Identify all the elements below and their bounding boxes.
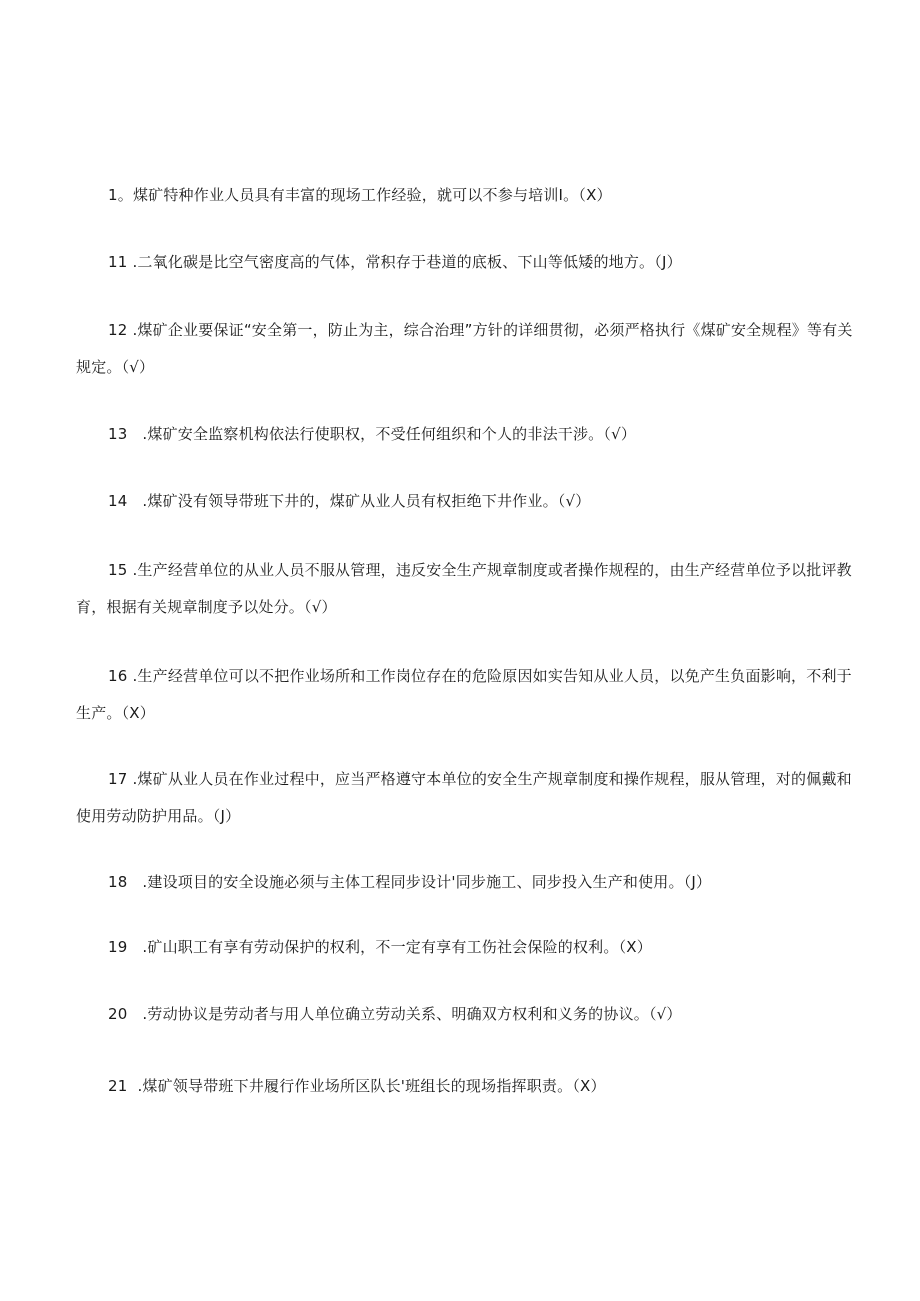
question-text: .煤矿从业人员在作业过程中，应当严格遵守本单位的安全生产规章制度和操作规程，服从管理，对的佩戴和使用劳动防护用品。（J） [76,770,852,825]
question-text: .煤矿安全监察机构依法行使职权，不受任何组织和个人的非法干涉。（√） [142,425,637,443]
question-number: 21 [108,1077,128,1095]
question-item [76,416,860,453]
question-item [76,312,860,386]
question-number: 11 [108,253,128,271]
question-item [76,552,860,626]
question-item [76,929,860,966]
question-item [76,244,860,281]
question-item [76,483,860,520]
question-item [76,177,860,214]
question-text: .生产经营单位可以不把作业场所和工作岗位存在的危险原因如实告知从业人员，以免产生负面影响，不利于生产。（X） [76,667,852,722]
question-item [76,761,860,835]
question-number: 15 [108,561,128,579]
question-number: 1。 [108,186,133,204]
question-number: 13 [108,425,128,443]
question-number: 20 [108,1005,128,1023]
question-number: 16 [108,667,128,685]
question-text: .煤矿企业要保证“安全第一，防止为主，综合治理”方针的详细贯彻，必须严格执行《煤矿安全规程》等有关规定。（√） [76,321,853,376]
question-item [76,658,860,732]
question-text: .矿山职工有享有劳动保护的权利，不一定有享有工伤社会保险的权利。（X） [142,938,652,956]
question-text: .煤矿领导带班下井履行作业场所区队长'班组长的现场指挥职责。（X） [137,1077,606,1095]
question-number: 17 [108,770,128,788]
question-number: 19 [108,938,128,956]
question-text: .劳动协议是劳动者与用人单位确立劳动关系、明确双方权利和义务的协议。（√） [142,1005,682,1023]
question-text: 煤矿特种作业人员具有丰富的现场工作经验，就可以不参与培训I。（X） [132,186,612,204]
question-number: 12 [108,321,128,339]
question-number: 18 [108,873,128,891]
question-text: .二氧化碳是比空气密度高的气体，常积存于巷道的底板、下山等低矮的地方。（J） [132,253,682,271]
question-item [76,864,860,901]
question-number: 14 [108,492,128,510]
question-text: .煤矿没有领导带班下井的，煤矿从业人员有权拒绝下井作业。（√） [142,492,591,510]
question-item [76,1068,860,1105]
question-text: .建设项目的安全设施必须与主体工程同步设计'同步施工、同步投入生产和使用。（J） [142,873,712,891]
question-item [76,996,860,1033]
question-text: .生产经营单位的从业人员不服从管理，违反安全生产规章制度或者操作规程的，由生产经营单位予以批评教育，根据有关规章制度予以处分。（√） [76,561,852,616]
